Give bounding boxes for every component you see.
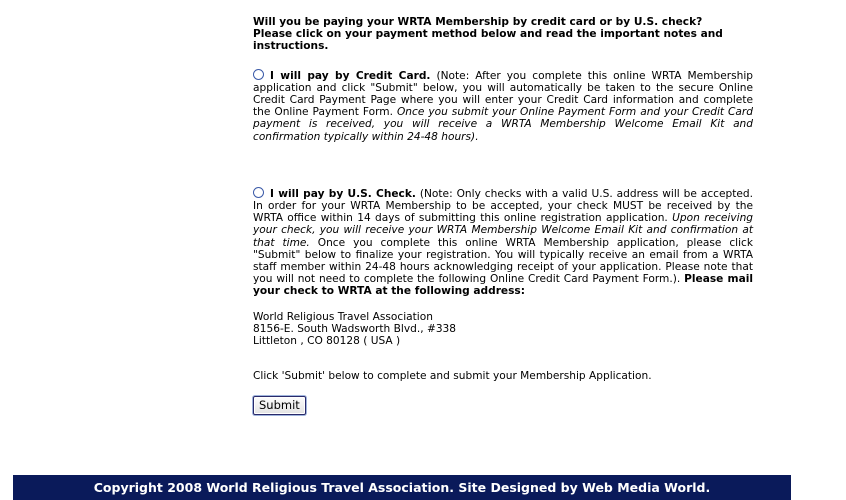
check-note-after: Once you complete this online WRTA Membership application, please click "Submit" below to finalize your registration. You will typically receive an email from a WRTA staff member within 24-48 hours acknowledging receipt of your application. Please note that you will not need to complete the following Online Credit Card Payment Form.). — [253, 236, 753, 286]
check-label[interactable]: I will pay by U.S. Check. — [270, 187, 416, 200]
check-note: (Note: Only checks with a valid U.S. address will be accepted. In order for your WRTA Membership to be accepted, your check MUST be received by the WRTA office within 14 days of submitting this online registration application. — [253, 187, 753, 225]
credit-card-note: (Note: After you complete this online WRTA Membership application and click "Submit" below, you will automatically be taken to the secure Online Credit Card Payment Page where you will enter your Credit Card information and complete the Online Payment Form. — [253, 69, 753, 119]
credit-card-note-italic: Once you submit your Online Payment Form and your Credit Card payment is received, you will receive a WRTA Membership Welcome Email Kit and confirmation typically within 24-48 hours). — [253, 106, 754, 143]
address-city: Littleton , CO 80128 ( USA ) — [253, 334, 401, 347]
credit-card-label[interactable]: I will pay by Credit Card. — [270, 69, 431, 82]
check-radio[interactable] — [253, 187, 264, 198]
mailing-address — [253, 311, 753, 347]
credit-card-radio[interactable] — [253, 69, 264, 80]
footer-bar — [13, 475, 791, 500]
intro-question: Will you be paying your WRTA Membership by credit card or by U.S. check? — [253, 16, 703, 28]
address-name: World Religious Travel Association — [253, 310, 433, 323]
mail-instruction: Please mail your check to WRTA at the following address: — [253, 273, 753, 298]
submit-note: Click 'Submit' below to complete and submit your Membership Application. — [253, 369, 652, 382]
check-note-italic: Upon receiving your check, you will receive your WRTA Membership Welcome Email Kit and confirmation at that time. — [253, 212, 754, 249]
payment-section — [253, 16, 753, 415]
check-option — [253, 187, 753, 298]
address-street: 8156-E. South Wadsworth Blvd., #338 — [253, 322, 457, 335]
intro-instruction: Please click on your payment method below and read the important notes and instructions. — [253, 28, 723, 53]
payment-intro — [253, 16, 753, 53]
footer-copyright: Copyright 2008 World Religious Travel Association. Site Designed by Web Media World. — [93, 480, 711, 495]
credit-card-option — [253, 69, 753, 143]
submit-button[interactable]: Submit — [253, 396, 306, 415]
